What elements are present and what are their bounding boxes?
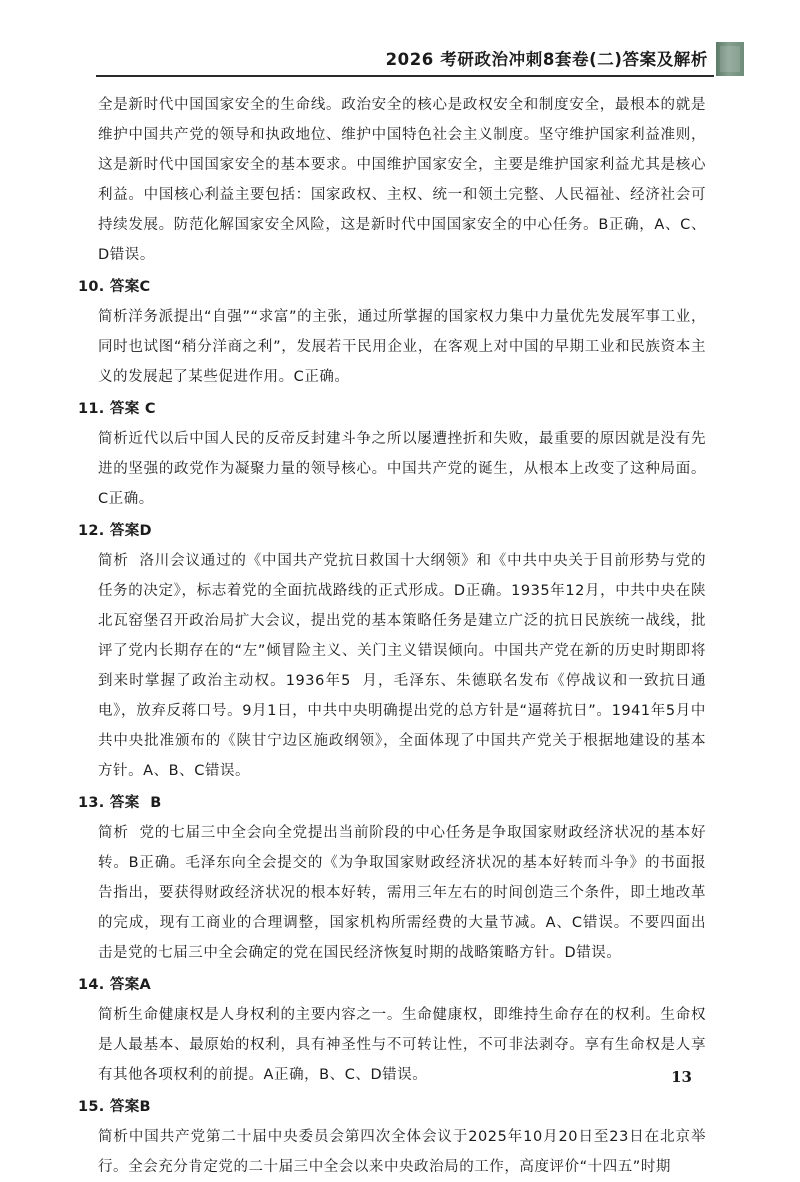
answer-heading-10: 10. 答案C: [78, 279, 151, 295]
explanation-10: 简析洋务派提出“自强”“求富”的主张，通过所掌握的国家权力集中力量优先发展军事工业，同时也试图“稍分洋商之利”，发展若干民用企业，在客观上对中国的早期工业和民族资本主义的发展起了某些促进作用。C正确。: [98, 309, 706, 385]
explanation-13: 简析 党的七届三中全会向全党提出当前阶段的中心任务是争取国家财政经济状况的基本好转。B正确。毛泽东向全会提交的《为争取国家财政经济状况的基本好转而斗争》的书面报告指出，要获得财政经济状况的根本好转，需用三年左右的时间创造三个条件，即土地改革的完成，现有工商业的合理调整，国家机构所需经费的大量节减。A、C错误。不要四面出击是党的七届三中全会确定的党在国民经济恢复时期的战略策略方针。D错误。: [98, 825, 706, 961]
answer-heading-14: 14. 答案A: [78, 977, 152, 993]
page-content: [0, 90, 800, 1182]
page-number: 13: [671, 1068, 692, 1086]
answer-heading-13: 13. 答案 B: [78, 795, 162, 811]
answer-heading-12: 12. 答案D: [78, 523, 152, 539]
answer-heading-11: 11. 答案 C: [78, 401, 156, 417]
explanation-15: 简析中国共产党第二十届中央委员会第四次全体会议于2025年10月20日至23日在北京举行。全会充分肯定党的二十届三中全会以来中央政治局的工作，高度评价“十四五”时期: [98, 1129, 706, 1175]
explanation-11: 简析近代以后中国人民的反帝反封建斗争之所以屡遭挫折和失败，最重要的原因就是没有先进的坚强的政党作为凝聚力量的领导核心。中国共产党的诞生，从根本上改变了这种局面。C正确。: [98, 431, 706, 507]
intro-paragraph: 全是新时代中国国家安全的生命线。政治安全的核心是政权安全和制度安全，最根本的就是维护中国共产党的领导和执政地位、维护中国特色社会主义制度。坚守维护国家利益准则，这是新时代中国国家安全的基本要求。中国维护国家安全，主要是维护国家利益尤其是核心利益。中国核心利益主要包括：国家政权、主权、统一和领土完整、人民福祉、经济社会可持续发展。防范化解国家安全风险，这是新时代中国国家安全的中心任务。B正确，A、C、D错误。: [98, 97, 706, 263]
page-header: [0, 42, 800, 80]
answer-heading-15: 15. 答案B: [78, 1099, 151, 1115]
explanation-14: 简析生命健康权是人身权利的主要内容之一。生命健康权，即维持生命存在的权利。生命权是人最基本、最原始的权利，具有神圣性与不可转让性，不可非法剥夺。享有生命权是人享有其他各项权利的前提。A正确，B、C、D错误。: [98, 1007, 706, 1083]
header-rule: [96, 75, 714, 77]
header-color-block: [716, 42, 744, 76]
header-title: 2026 考研政治冲刺8套卷(二)答案及解析: [385, 50, 708, 69]
explanation-12: 简析 洛川会议通过的《中国共产党抗日救国十大纲领》和《中共中央关于目前形势与党的任务的决定》，标志着党的全面抗战路线的正式形成。D正确。1935年12月，中共中央在陕北瓦窑堡召开政治局扩大会议，提出党的基本策略任务是建立广泛的抗日民族统一战线，批评了党内长期存在的“左”倾冒险主义、关门主义错误倾向。中国共产党在新的历史时期即将到来时掌握了政治主动权。1936年5 月，毛泽东、朱德联名发布《停战议和一致抗日通电》，放弃反蒋口号。9月1日，中共中央明确提出党的总方针是“逼蒋抗日”。1941年5月中共中央批准颁布的《陕甘宁边区施政纲领》，全面体现了中国共产党关于根据地建设的基本方针。A、B、C错误。: [98, 553, 706, 779]
